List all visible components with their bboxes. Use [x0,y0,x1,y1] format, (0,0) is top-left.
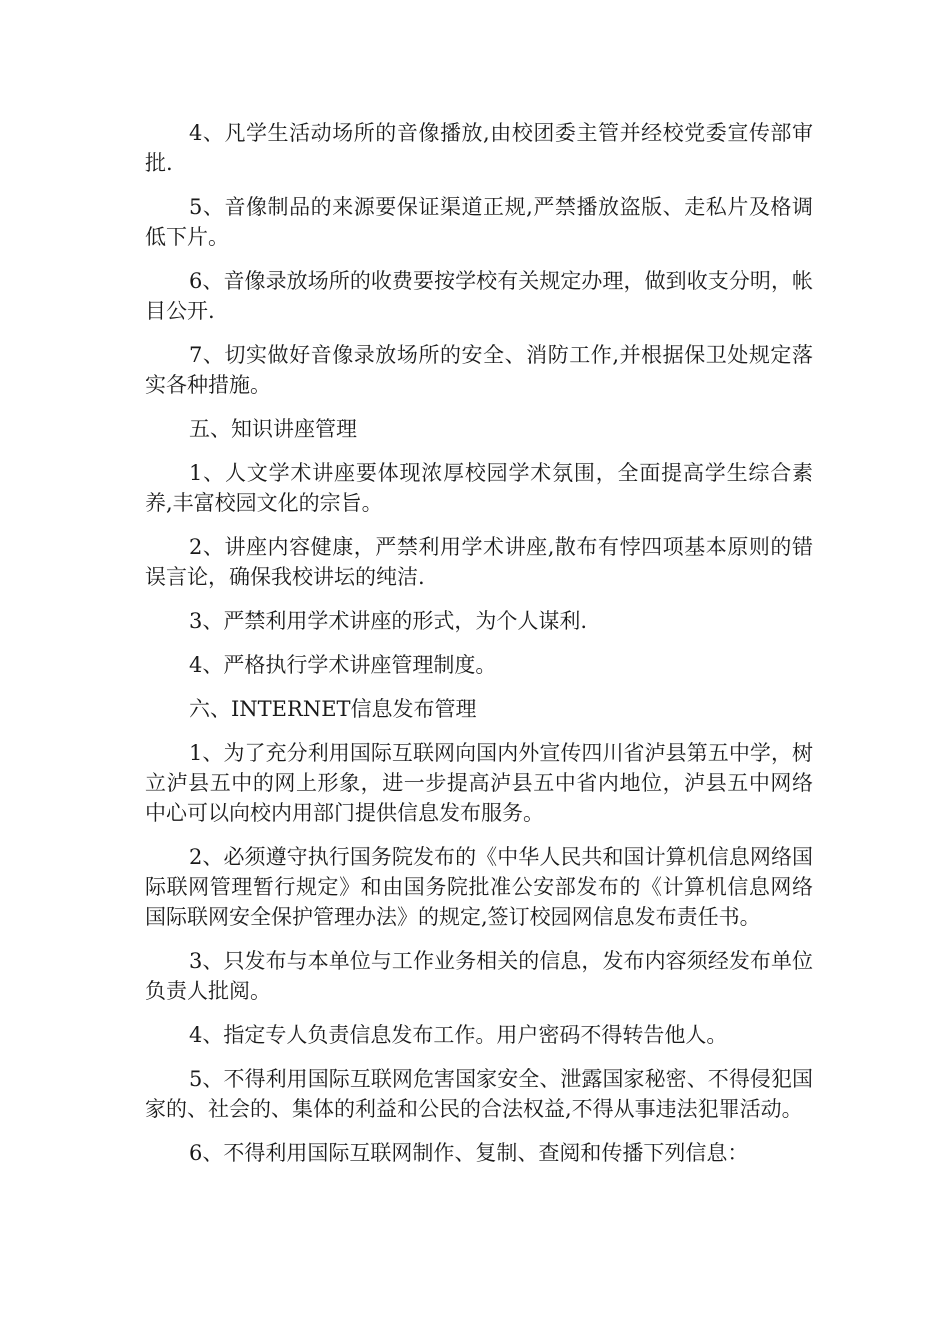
paragraph-av-5: 5、音像制品的来源要保证渠道正规,严禁播放盗版、走私片及格调低下片。 [145,195,813,249]
paragraph-internet-5: 5、不得利用国际互联网危害国家安全、泄露国家秘密、不得侵犯国家的、社会的、集体的利益和公民的合法权益,不得从事违法犯罪活动。 [145,1067,813,1121]
paragraph-av-7: 7、切实做好音像录放场所的安全、消防工作,并根据保卫处规定落实各种措施。 [145,343,813,397]
paragraph-av-4: 4、凡学生活动场所的音像播放,由校团委主管并经校党委宣传部审批. [145,121,813,175]
paragraph-lecture-1: 1、人文学术讲座要体现浓厚校园学术氛围，全面提高学生综合素养,丰富校园文化的宗旨。 [145,461,813,515]
paragraph-internet-6: 6、不得利用国际互联网制作、复制、查阅和传播下列信息： [189,1141,749,1165]
section-heading-lectures: 五、知识讲座管理 [189,417,357,441]
paragraph-lecture-3: 3、严禁利用学术讲座的形式，为个人谋利. [189,609,588,633]
paragraph-av-6: 6、音像录放场所的收费要按学校有关规定办理，做到收支分明，帐目公开. [145,269,813,323]
section-heading-internet: 六、INTERNET信息发布管理 [189,697,477,721]
paragraph-internet-3: 3、只发布与本单位与工作业务相关的信息，发布内容须经发布单位负责人批阅。 [145,949,813,1003]
paragraph-internet-2: 2、必须遵守执行国务院发布的《中华人民共和国计算机信息网络国际联网管理暂行规定》和由国务院批准公安部发布的《计算机信息网络国际联网安全保护管理办法》的规定,签订校园网信息发布责任书。 [145,845,813,929]
paragraph-internet-1: 1、为了充分利用国际互联网向国内外宣传四川省泸县第五中学，树立泸县五中的网上形象，进一步提高泸县五中省内地位，泸县五中网络中心可以向校内用部门提供信息发布服务。 [145,741,813,825]
document-body [145,118,813,1182]
paragraph-lecture-2: 2、讲座内容健康，严禁利用学术讲座,散布有悖四项基本原则的错误言论，确保我校讲坛的纯洁. [145,535,813,589]
paragraph-internet-4: 4、指定专人负责信息发布工作。用户密码不得转告他人。 [189,1023,728,1047]
paragraph-lecture-4: 4、严格执行学术讲座管理制度。 [189,653,497,677]
